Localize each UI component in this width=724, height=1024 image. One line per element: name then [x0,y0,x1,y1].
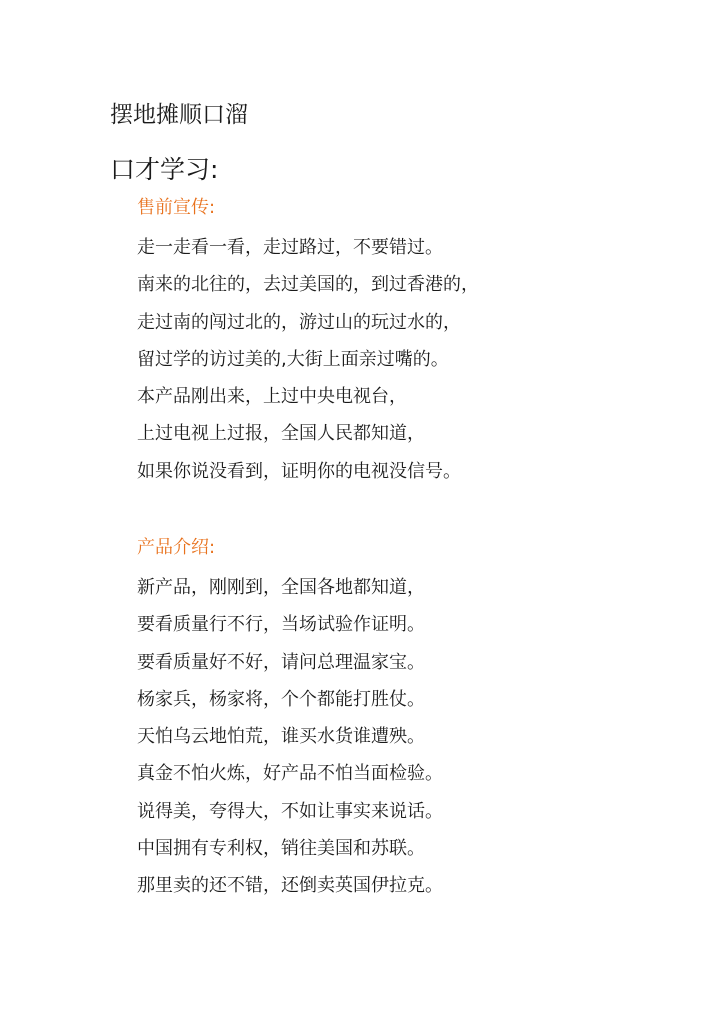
verse-line: 留过学的访过美的,大街上面亲过嘴的。 [137,348,449,370]
verse-line: 新产品，刚刚到，全国各地都知道， [137,577,425,598]
verse-line: 要看质量好不好，请问总理温家宝。 [137,651,425,673]
verse-line: 走过南的闯过北的，游过山的玩过水的， [137,311,461,333]
section-product-intro [137,533,443,905]
verse-line: 那里卖的还不错，还倒卖英国伊拉克。 [137,875,443,897]
section-heading: 产品介绍: [137,537,216,558]
verse-line: 中国拥有专利权，销往美国和苏联。 [137,838,425,860]
document-subtitle: 口才学习: [110,155,219,184]
verse-line: 上过电视上过报，全国人民都知道， [137,423,425,445]
verse-line: 南来的北往的，去过美国的，到过香港的， [137,274,479,296]
verse-list [137,229,479,490]
verse-line: 本产品刚出来，上过中央电视台， [137,386,407,408]
verse-line: 如果你说没看到，证明你的电视没信号。 [137,460,461,482]
verse-line: 真金不怕火炼，好产品不怕当面检验。 [137,763,443,785]
section-presale [137,193,479,490]
verse-line: 天怕乌云地怕荒，谁买水货谁遭殃。 [137,726,425,748]
verse-line: 走一走看一看，走过路过，不要错过。 [137,237,443,258]
verse-line: 杨家兵，杨家将，个个都能打胜仗。 [137,688,425,710]
section-heading: 售前宣传: [137,197,216,218]
verse-line: 说得美，夸得大，不如让事实来说话。 [137,800,443,822]
verse-list [137,569,443,905]
document-title: 摆地摊顺口溜 [110,102,248,128]
verse-line: 要看质量行不行，当场试验作证明。 [137,614,425,636]
